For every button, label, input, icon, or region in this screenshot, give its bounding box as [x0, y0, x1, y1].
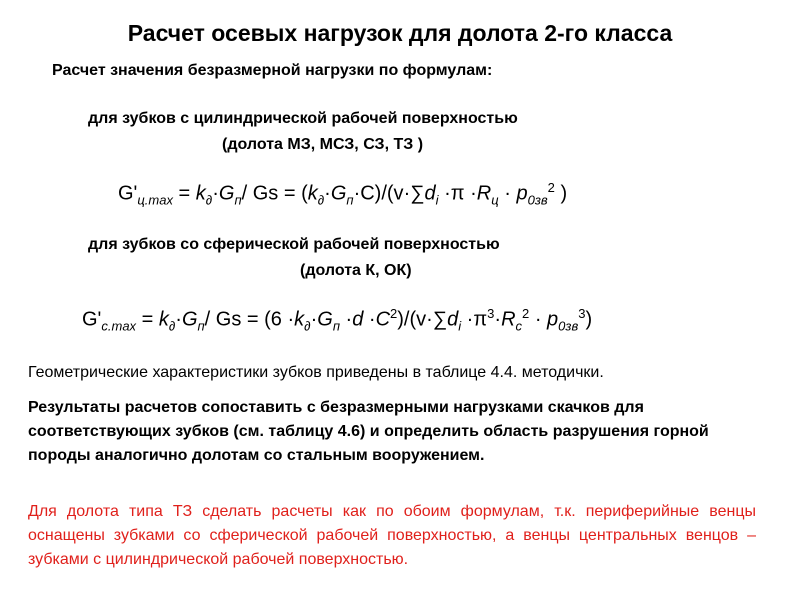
tz-bit-note: Для долота типа ТЗ сделать расчеты как по обоим формулам, т.к. периферийные венцы оснащены зубками со сферической рабочей поверхностью, а венцы центральных венцов – зубками с цилиндрической рабочей поверхностью. [28, 503, 756, 568]
page-title: Расчет осевых нагрузок для долота 2-го класса [127, 20, 673, 46]
spherical-heading: для зубков со сферической рабочей поверхностью [88, 236, 500, 253]
geometry-note: Геометрические характеристики зубков приведены в таблице 4.4. методички. [28, 364, 604, 381]
cylindrical-heading: для зубков с цилиндрической рабочей поверхностью [88, 110, 518, 127]
results-note: Результаты расчетов сопоставить с безразмерными нагрузками скачков для соответствующих зубков (см. таблицу 4.6) и определить область разрушения горной породы аналогично долотам со стальным вооружением. [28, 399, 709, 464]
formula-spherical: $G'_{с.max} = k_\partial\cdot G_п/$ $Gs = (6 \cdot k_\partial\cdot G_п \cdot d \cdot C^2)/(v\cdot\sum d_i \cdot\pi^3\cdot R_с^2 \cdot p_{0зв}^3)$ [82, 306, 593, 334]
spherical-bits: (долота К, ОК) [300, 262, 412, 279]
cylindrical-bits: (долота МЗ, МСЗ, СЗ, ТЗ ) [222, 136, 424, 153]
subtitle: Расчет значения безразмерной нагрузки по формулам: [52, 62, 493, 79]
formula-cylindrical: $G'_{ц.max} = k_\partial\cdot G_п/$ $Gs = (k_\partial\cdot G_п\cdot C)/(v\cdot\sum d_i \cdot\pi \cdot R_ц \cdot p_{0зв}^2$ ) [118, 180, 568, 208]
